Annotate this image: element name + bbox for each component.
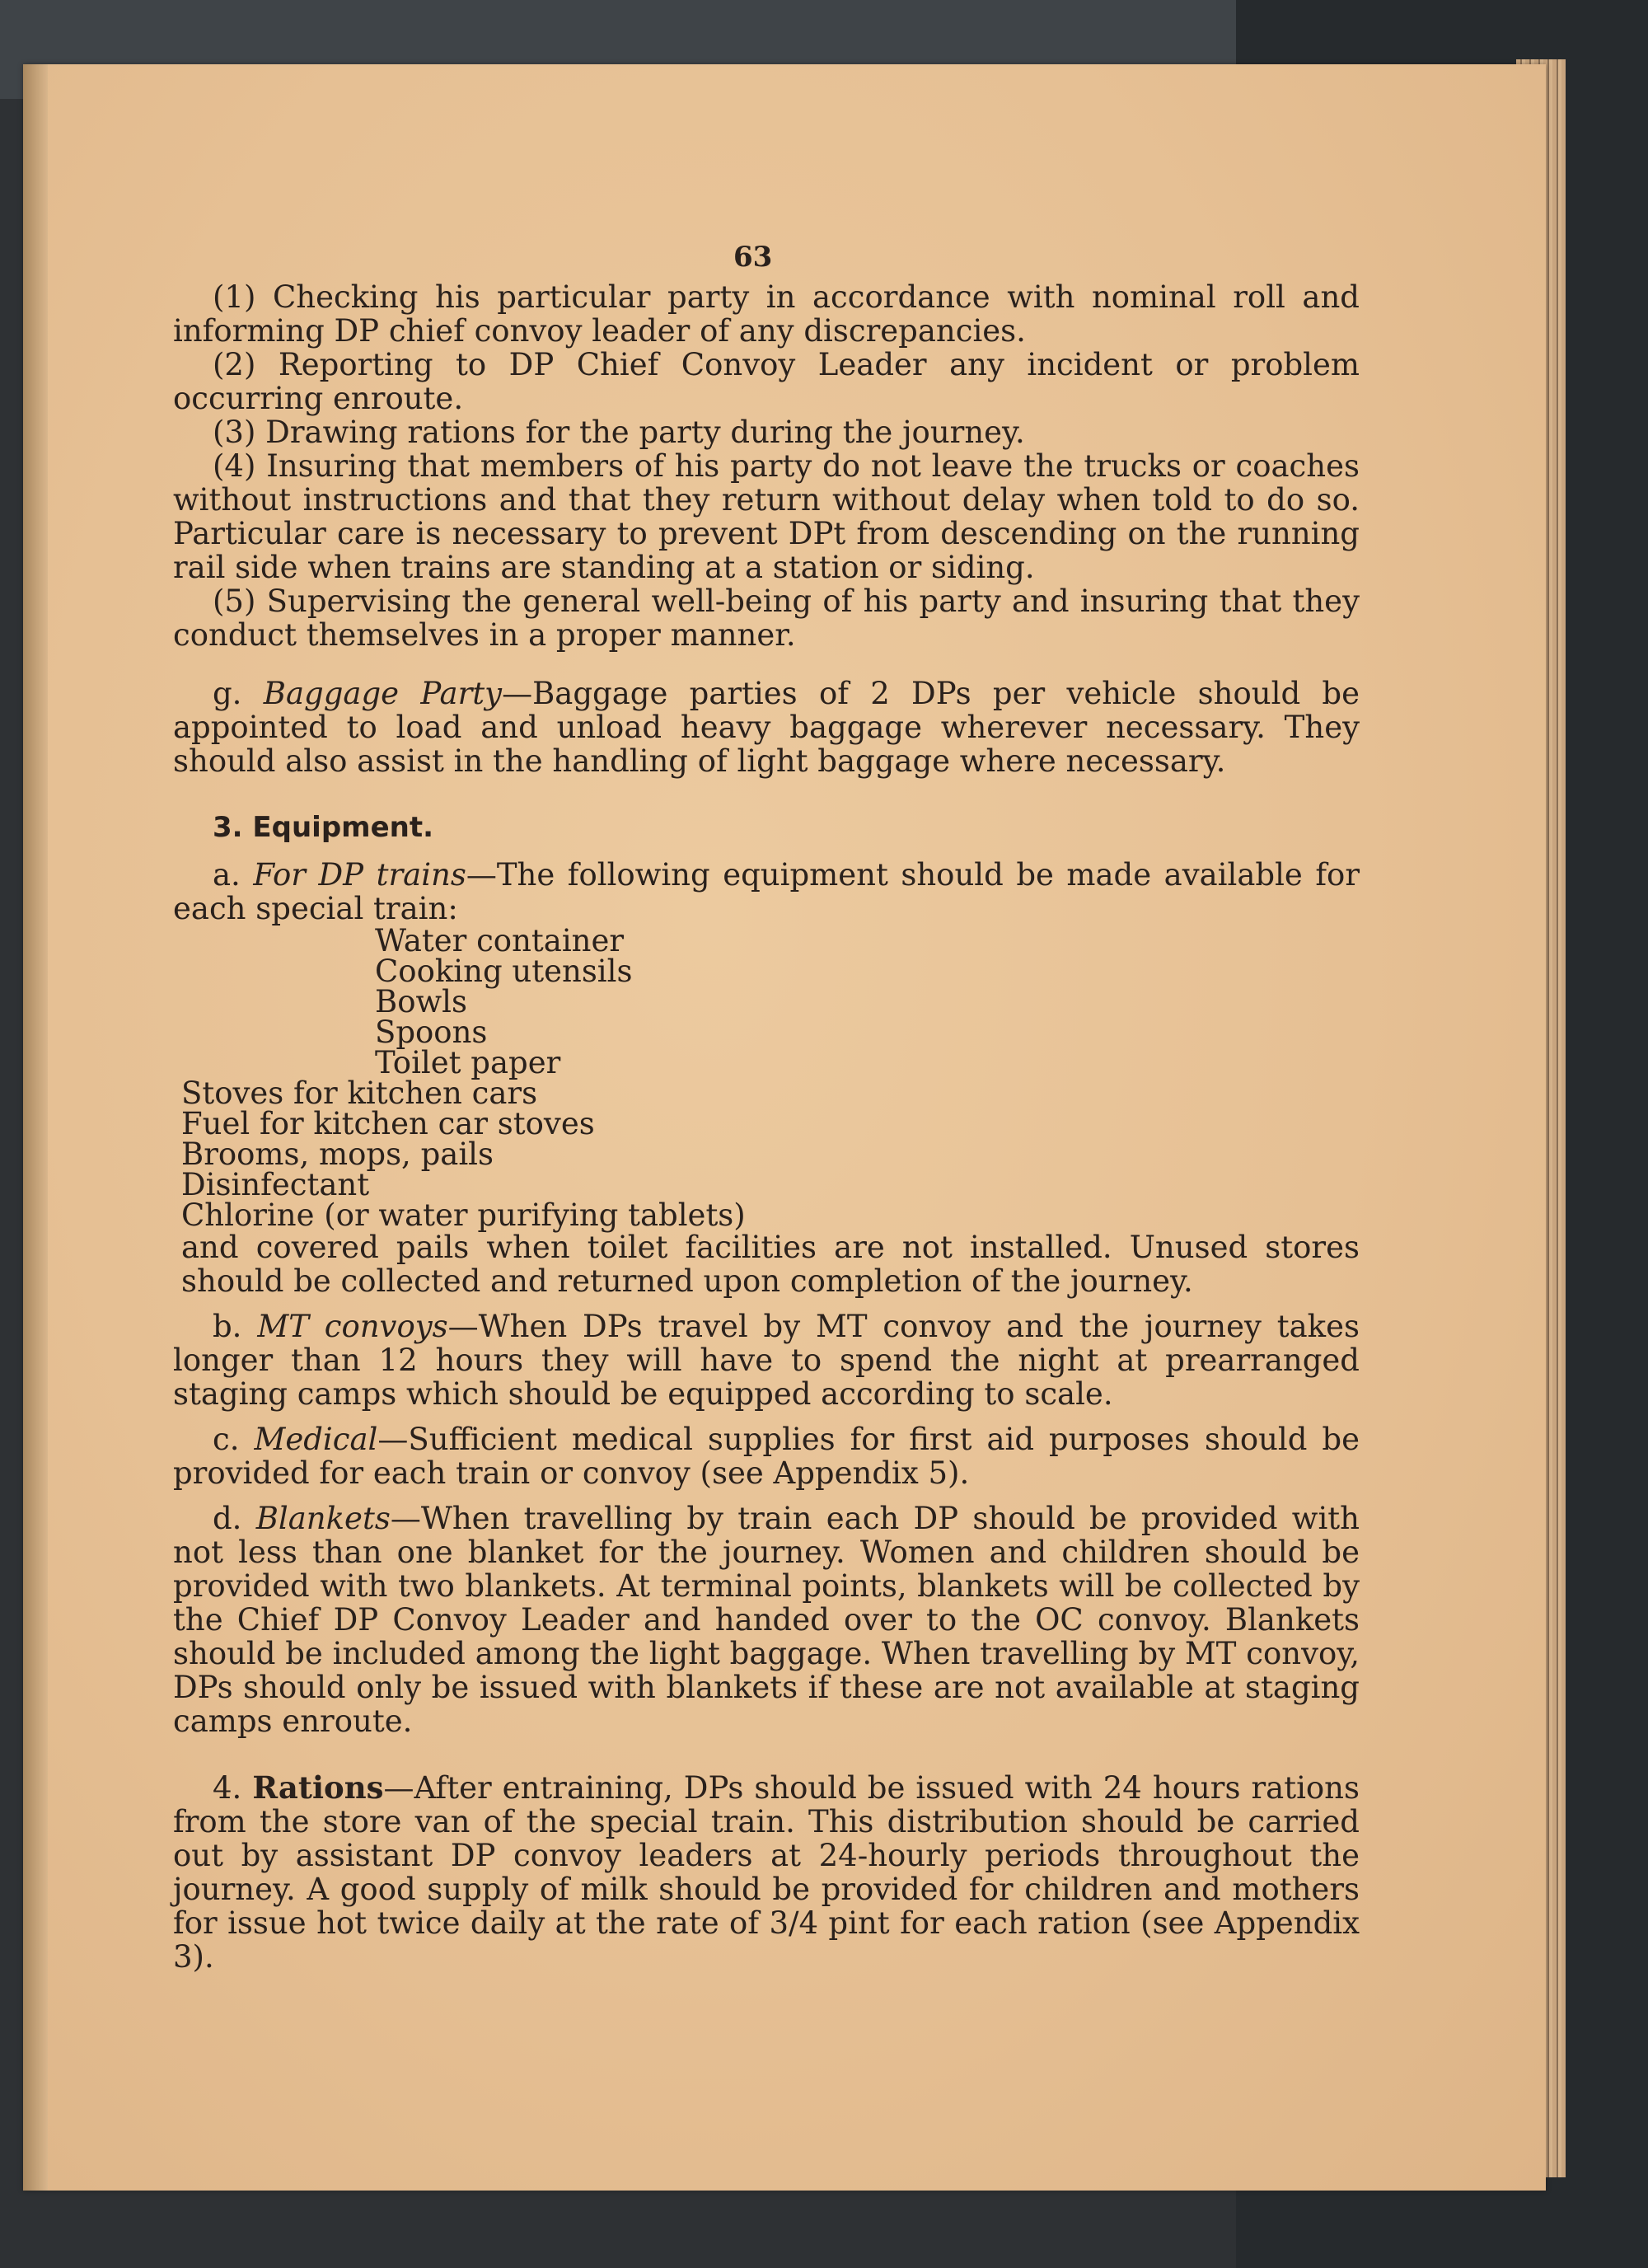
section-g-body: —Baggage parties of 2 DPs per vehicle should be appointed to load and unload heavy baggage wherever necessary. They should also assist in the handling of light baggage where necessary.: [173, 676, 1360, 779]
section-4-body: —After entraining, DPs should be issued with 24 hours rations from the store van of the special train. This distribution should be carried out by assistant DP convoy leaders at 24-hourly periods throughout the journey. A good supply of milk should be provided for children and mothers for issue hot twice daily at the rate of 3/4 pint for each ration (see Appendix 3).: [173, 1770, 1360, 1975]
equipment-item: Fuel for kitchen car stoves: [181, 1106, 595, 1141]
item-5: (5) Supervising the general well-being of his party and insuring that they conduct themselves in a proper manner.: [173, 583, 1360, 653]
equipment-list: [173, 1075, 1360, 1233]
section-4-title: Rations: [252, 1769, 384, 1806]
equipment-item: Cooking utensils: [375, 954, 633, 989]
section-3b-label: b.: [213, 1309, 242, 1344]
section-3c-body: —Sufficient medical supplies for first aid purposes should be provided for each train or convoy (see Appendix 5).: [173, 1422, 1360, 1491]
item-3: (3) Drawing rations for the party during the journey.: [213, 415, 1025, 450]
item-4: (4) Insuring that members of his party do not leave the trucks or coaches without instructions and that they return without delay when told to do so. Particular care is necessary to prevent DPt from descending on the running rail side when trains are standing at a station or siding.: [173, 448, 1360, 585]
section-3d-label: d.: [213, 1501, 242, 1536]
section-g-label: g.: [213, 676, 242, 711]
page-gutter: [23, 64, 48, 2191]
section-3a-label: a.: [213, 857, 241, 893]
section-g-title: Baggage Party: [263, 676, 503, 711]
equipment-list-indented: [173, 925, 1360, 1078]
section-3c: [173, 1422, 1360, 1490]
page-number: 63: [733, 241, 773, 274]
equipment-item: Brooms, mops, pails: [181, 1136, 494, 1172]
section-3-heading: 3. Equipment.: [213, 811, 434, 844]
section-3a-body: —The following equipment should be made available for each special train:: [173, 857, 1360, 926]
page-text: [173, 239, 1360, 1974]
section-3d-body: —When travelling by train each DP should be provided with not less than one blanket for the journey. Women and children should be provided with two blankets. At terminal points, blankets will be collected by the Chief DP Convoy Leader and handed over to the OC convoy. Blankets should be included among the light baggage. When travelling by MT convoy, DPs should only be issued with blankets if these are not available at staging camps enroute.: [173, 1501, 1360, 1739]
section-4-label: 4.: [213, 1770, 242, 1806]
equipment-item: Stoves for kitchen cars: [181, 1075, 538, 1111]
item-2: (2) Reporting to DP Chief Convoy Leader any incident or problem occurring enroute.: [173, 347, 1360, 416]
equipment-item: Toilet paper: [375, 1045, 561, 1080]
equipment-item: Bowls: [375, 984, 467, 1019]
equipment-item: Disinfectant: [181, 1167, 370, 1202]
section-3a-tail: and covered pails when toilet facilities are not installed. Unused stores should be collected and returned upon completion of the journey.: [181, 1230, 1360, 1299]
section-3c-title: Medical: [254, 1422, 378, 1457]
section-3d: [173, 1502, 1360, 1738]
item-1: (1) Checking his particular party in accordance with nominal roll and informing DP chief convoy leader of any discrepancies.: [173, 279, 1360, 349]
section-4: [173, 1771, 1360, 1974]
section-3b-body: —When DPs travel by MT convoy and the journey takes longer than 12 hours they will have to spend the night at prearranged staging camps which should be equipped according to scale.: [173, 1309, 1360, 1412]
equipment-item: Water container: [375, 923, 625, 958]
section-3a: [173, 858, 1360, 925]
equipment-item: Chlorine (or water purifying tablets): [181, 1197, 746, 1233]
section-3b-title: MT convoys: [257, 1309, 448, 1344]
section-3c-label: c.: [213, 1422, 240, 1457]
section-g: [173, 677, 1360, 778]
section-3a-title: For DP trains: [253, 857, 466, 893]
equipment-item: Spoons: [375, 1015, 488, 1050]
section-3b: [173, 1310, 1360, 1411]
section-3d-title: Blankets: [255, 1501, 391, 1536]
